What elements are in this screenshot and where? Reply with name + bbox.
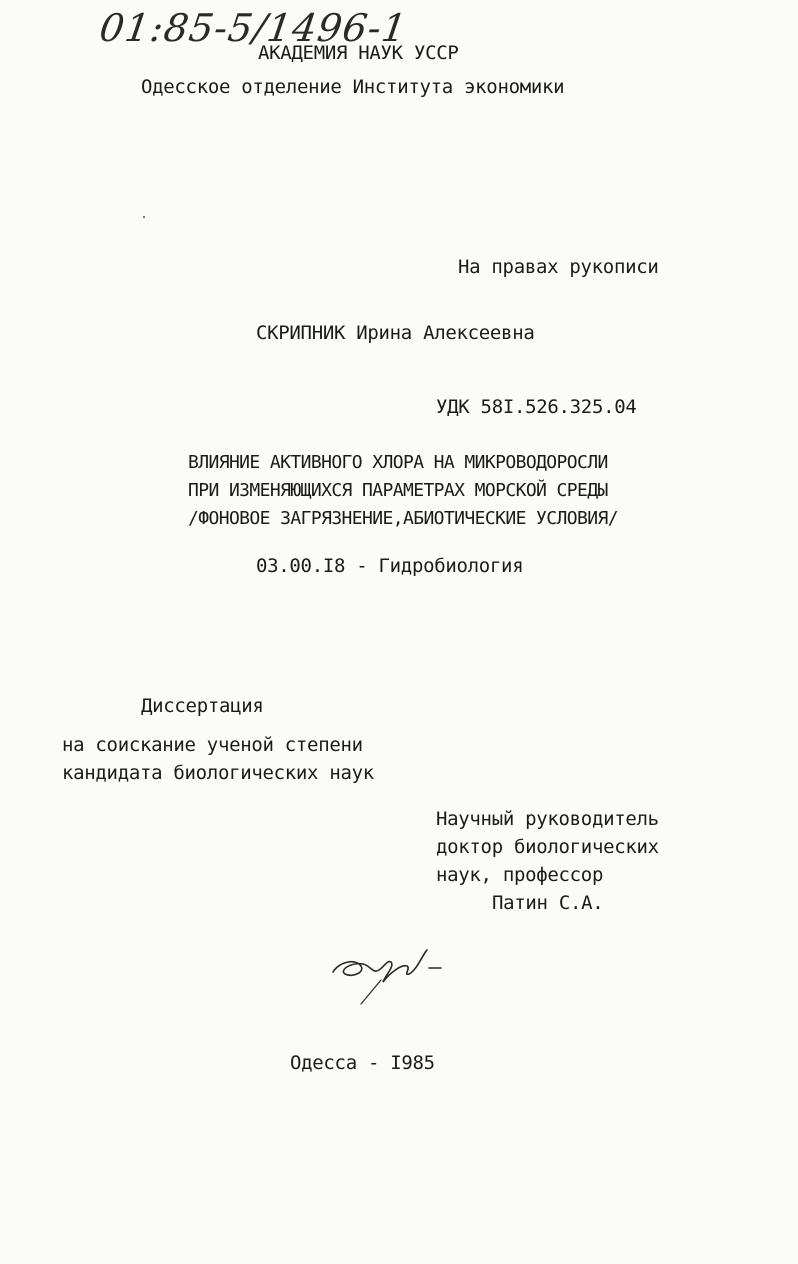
author-name: СКРИПНИК Ирина Алексеевна bbox=[256, 322, 535, 344]
dissertation-label: Диссертация bbox=[141, 695, 264, 717]
handwritten-archive-number: 01:85-5/1496-1 bbox=[96, 6, 411, 50]
udc-code: УДК 58I.526.325.04 bbox=[436, 396, 637, 418]
academy-heading: АКАДЕМИЯ НАУК УССР bbox=[258, 42, 459, 64]
dissertation-title-line-3: /ФОНОВОЕ ЗАГРЯЗНЕНИЕ,АБИОТИЧЕСКИЕ УСЛОВИЯ/ bbox=[188, 508, 618, 529]
scan-speck bbox=[143, 216, 145, 218]
institute-name: Одесское отделение Института экономики bbox=[141, 76, 565, 98]
handwritten-signature bbox=[325, 940, 455, 1020]
degree-line-1: на соискание ученой степени bbox=[62, 734, 363, 756]
dissertation-title-line-1: ВЛИЯНИЕ АКТИВНОГО ХЛОРА НА МИКРОВОДОРОСЛИ bbox=[188, 452, 608, 473]
supervisor-title-line-2: наук, профессор bbox=[436, 864, 604, 886]
place-and-year: Одесса - I985 bbox=[290, 1052, 435, 1074]
supervisor-label: Научный руководитель bbox=[436, 808, 659, 830]
supervisor-title-line-1: доктор биологических bbox=[436, 836, 659, 858]
degree-line-2: кандидата биологических наук bbox=[62, 762, 374, 784]
manuscript-rights-note: На правах рукописи bbox=[458, 256, 659, 278]
dissertation-title-line-2: ПРИ ИЗМЕНЯЮЩИХСЯ ПАРАМЕТРАХ МОРСКОЙ СРЕДЫ bbox=[188, 480, 608, 501]
specialty-code: 03.00.I8 - Гидробиология bbox=[256, 555, 524, 577]
supervisor-name: Патин С.А. bbox=[492, 892, 604, 914]
